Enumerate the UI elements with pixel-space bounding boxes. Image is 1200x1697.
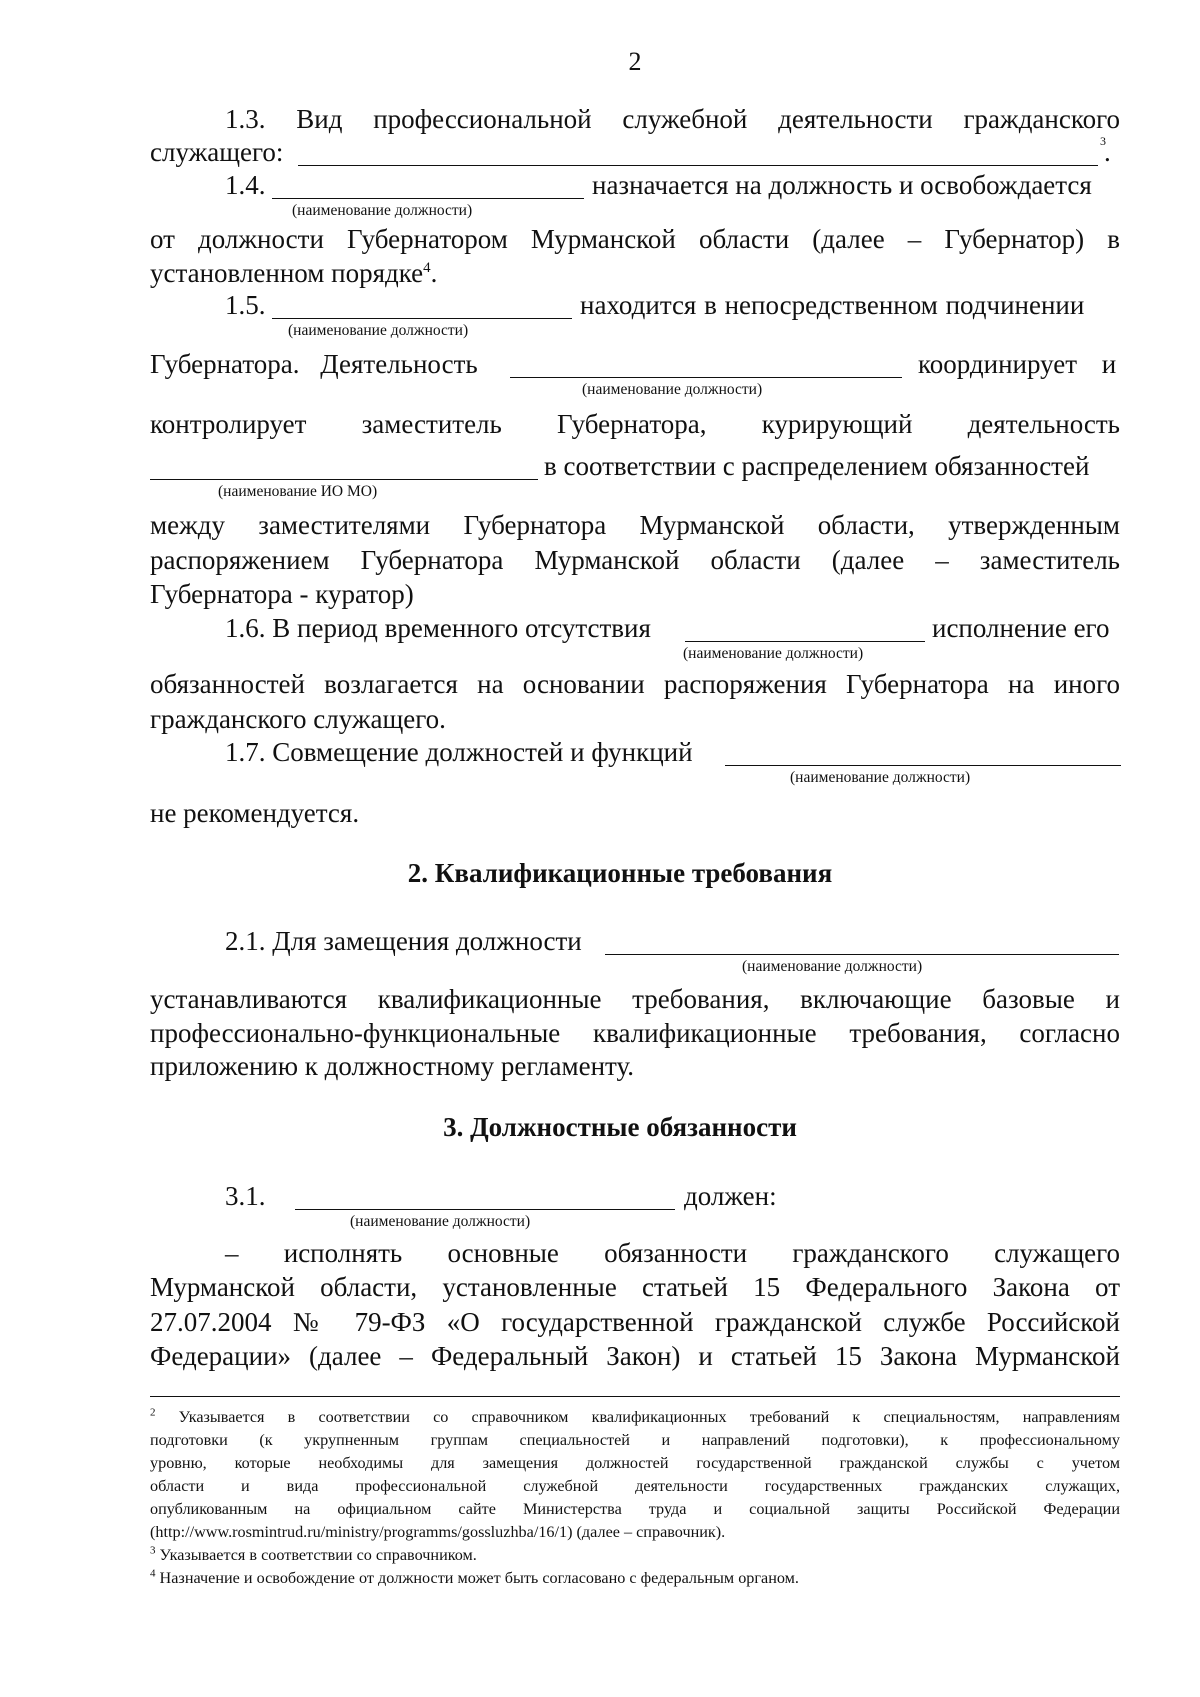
p3-1-line2: – исполнять основные обязанности гражданского служащего — [225, 1238, 1120, 1268]
footnote-2-line4: области и вида профессиональной служебной деятельности государственных гражданских служащих, — [150, 1477, 1120, 1495]
p1-7-before: 1.7. Совмещение должностей и функций — [225, 737, 693, 767]
footnote-2-line6: (http://www.rosmintrud.ru/ministry/programms/gossluzhba/16/1) (далее – справочник). — [150, 1523, 726, 1541]
p1-3-line2-label: служащего: — [150, 137, 284, 167]
p1-3-blank — [298, 165, 1098, 166]
p3-1-after: должен: — [684, 1181, 777, 1211]
p1-3-footnote-ref: 3 — [1100, 134, 1106, 148]
p1-6-line2: обязанностей возлагается на основании распоряжения Губернатора на иного — [150, 669, 1120, 699]
p1-3-end: . — [1104, 137, 1111, 167]
p1-6-line3: гражданского служащего. — [150, 704, 446, 734]
p1-5-line3: контролирует заместитель Губернатора, курирующий деятельность — [150, 409, 1120, 439]
p1-5-after: находится в непосредственном подчинении — [580, 290, 1085, 320]
p1-6-after: исполнение его — [932, 613, 1110, 643]
p1-3-line1: 1.3. Вид профессиональной служебной деятельности гражданского — [225, 104, 1120, 134]
p1-4-caption: (наименование должности) — [292, 202, 473, 219]
p1-5-line2-b: координирует и — [918, 349, 1117, 379]
p2-1-before: 2.1. Для замещения должности — [225, 926, 582, 956]
footnote-separator — [150, 1396, 1120, 1397]
p1-5-caption3: (наименование ИО МО) — [218, 483, 378, 500]
p3-1-line3: Мурманской области, установленные статьей 15 Федерального Закона от — [150, 1272, 1120, 1302]
p1-5-blank2 — [510, 377, 902, 378]
p1-4-line3: установленном порядке$^4$. — [150, 258, 438, 288]
p1-7-blank — [725, 765, 1121, 766]
p1-5-blank — [272, 318, 572, 319]
p2-1-line3: профессионально-функциональные квалификационные требования, согласно — [150, 1018, 1120, 1048]
p1-6-caption: (наименование должности) — [683, 645, 864, 662]
footnote-3: $^3$ Указывается в соответствии со справочником. — [150, 1544, 477, 1564]
p1-4-line2: от должности Губернатором Мурманской области (далее – Губернатор) в — [150, 224, 1120, 254]
p1-5-line7: Губернатора - куратор) — [150, 579, 414, 609]
p1-4-after: назначается на должность и освобождается — [592, 170, 1092, 200]
p1-5-line6: распоряжением Губернатора Мурманской области (далее – заместитель — [150, 545, 1120, 575]
p3-1-blank — [295, 1209, 675, 1210]
p2-1-line2: устанавливаются квалификационные требования, включающие базовые и — [150, 984, 1120, 1014]
footnote-2-line3: уровню, которые необходимы для замещения должностей государственной гражданской службы с учетом — [150, 1454, 1120, 1472]
p1-6-blank — [685, 641, 925, 642]
p1-7-caption: (наименование должности) — [790, 769, 971, 786]
p1-4-number: 1.4. — [225, 170, 266, 200]
p1-5-caption1: (наименование должности) — [288, 322, 469, 339]
p3-1-line5: Федерации» (далее – Федеральный Закон) и статьей 15 Закона Мурманской — [150, 1341, 1120, 1371]
p1-5-caption2: (наименование должности) — [582, 381, 763, 398]
p2-1-line4: приложению к должностному регламенту. — [150, 1051, 635, 1081]
p1-6-before: 1.6. В период временного отсутствия — [225, 613, 651, 643]
p1-7-line2: не рекомендуется. — [150, 798, 360, 828]
footnote-4: $^4$ Назначение и освобождение от должности может быть согласовано с федеральным органом. — [150, 1567, 799, 1587]
page-number: 2 — [628, 47, 642, 76]
p2-1-blank — [605, 954, 1119, 955]
p2-1-caption: (наименование должности) — [742, 958, 923, 975]
p1-5-number: 1.5. — [225, 290, 266, 320]
p1-5-blank3 — [150, 479, 538, 480]
p1-5-line4-after: в соответствии с распределением обязанностей — [544, 451, 1090, 481]
p1-4-blank — [272, 198, 584, 199]
section-3-heading: 3. Должностные обязанности — [443, 1112, 797, 1142]
p1-5-line5: между заместителями Губернатора Мурманской области, утвержденным — [150, 510, 1120, 540]
p3-1-number: 3.1. — [225, 1181, 266, 1211]
p1-5-line2-a: Губернатора. Деятельность — [150, 349, 478, 379]
p3-1-line4: 27.07.2004 № 79-ФЗ «О государственной гражданской службе Российской — [150, 1307, 1120, 1337]
footnote-2-line1: $^2$ Указывается в соответствии со справочником квалификационных требований к специальностям, направлениям — [150, 1406, 1120, 1426]
footnote-2-line5: опубликованным на официальном сайте Министерства труда и социальной защиты Российской Федерации — [150, 1500, 1120, 1518]
footnote-2-line2: подготовки (к укрупненным группам специальностей и направлений подготовки), к профессиональному — [150, 1431, 1120, 1449]
section-2-heading: 2. Квалификационные требования — [407, 858, 833, 888]
p3-1-caption: (наименование должности) — [350, 1213, 531, 1230]
